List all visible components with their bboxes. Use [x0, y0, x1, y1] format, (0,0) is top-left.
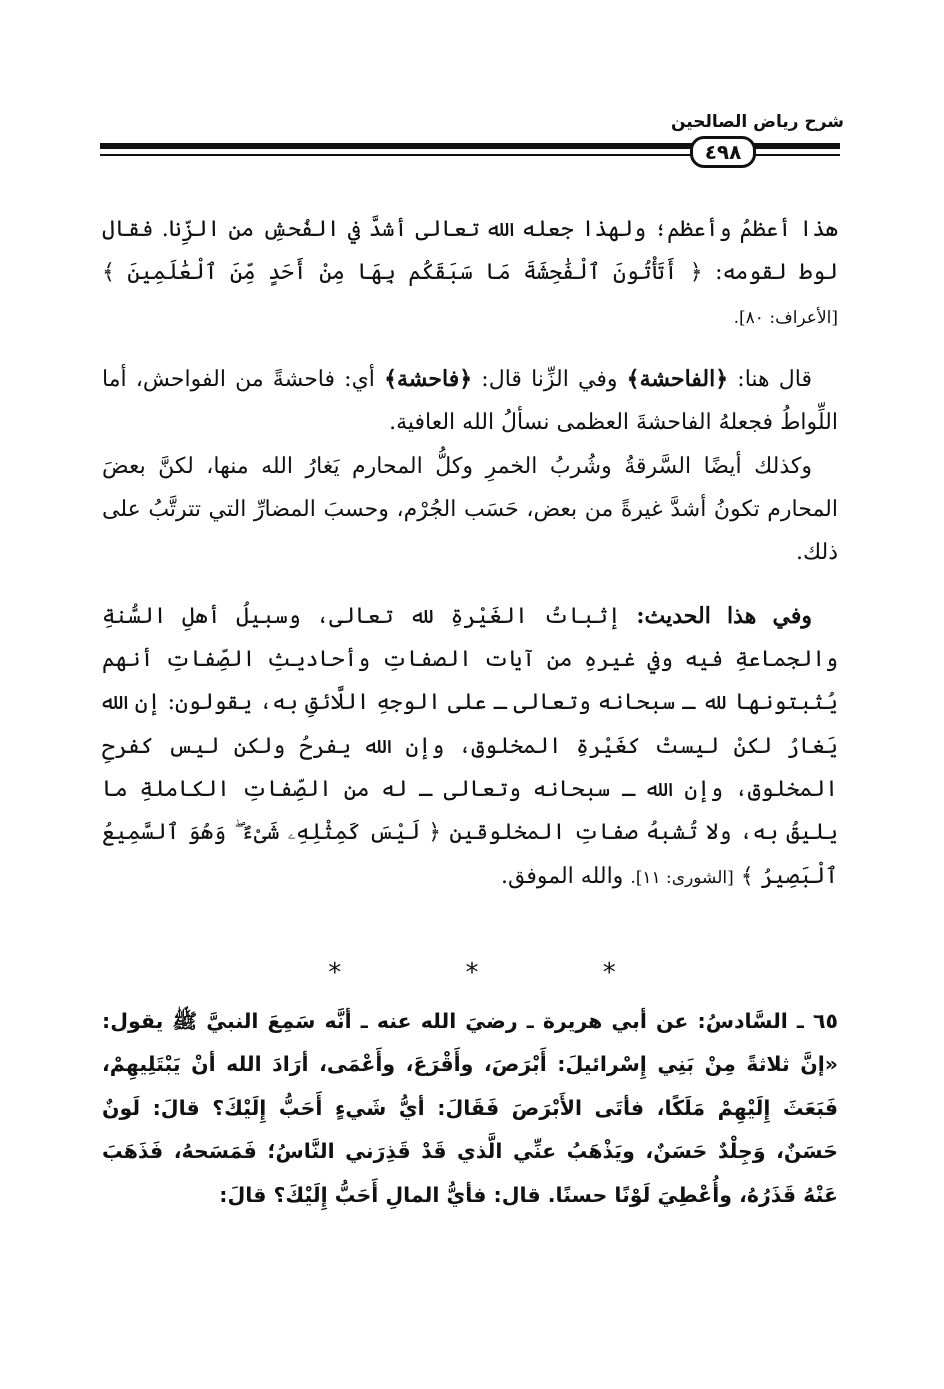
p2-word-fahisha-1: ﴿الفاحشة﴾ — [626, 365, 729, 392]
page-number-text: ٤٩٨ — [704, 140, 742, 164]
section-separator: * * * — [328, 958, 674, 988]
paragraph-4 — [102, 595, 838, 898]
quran-verse-1: ﴿ أَتَأْتُونَ ٱلْفَٰحِشَةَ مَا سَبَقَكُم بِهَا مِنْ أَحَدٍ مِّنَ ٱلْعَٰلَمِينَ ﴾ — [102, 260, 703, 286]
paragraph-1 — [102, 208, 838, 338]
hadith-text — [102, 1000, 838, 1217]
p2-pre: قال هنا: — [737, 366, 813, 392]
hadith-65: ٦٥ ـ السَّادسُ: عن أبي هريرة ـ رضيَ الله عنه ـ أنَّه سَمِعَ النبيَّ ﷺ يقول: «إنَّ ثلاثةً مِنْ بَنِي إِسْرائيلَ: أَبْرَصَ، وأَقْرَعَ، وأَعْمَى، أرَادَ الله أنْ يَبْتَلِيهِمْ، فَبَعَثَ إِلَيْهِمْ مَلَكًا، فأتَى الأَبْرَصَ فَقَالَ: أيُّ شَيءٍ أَحَبُّ إِلَيْكَ؟ قالَ: لَونٌ حَسَنٌ، وَجِلْدٌ حَسَنٌ، ويَذْهَبُ عنِّي الَّذي قَدْ قَذِرَني النَّاسُ؛ فَمَسَحهُ، فَذَهَبَ عَنْهُ قَذَرُهُ، وأُعْطِيَ لَوْنًا حسنًا. قال: فأيُّ المالِ أَحَبُّ إِلَيْكَ؟ قالَ: — [102, 1009, 838, 1207]
p2-rest: أي: فاحشةً من الفواحش، أما اللِّواطُ فجعلهُ الفاحشةَ العظمى نسألُ الله العافية. — [102, 366, 838, 436]
paragraph-2 — [102, 358, 838, 445]
paragraph-3: وكذلك أيضًا السَّرقةُ وشُربُ الخمرِ وكلُّ المحارم يَغارُ الله منها، لكنَّ بعضَ المحارم تكونُ أشدَّ غيرةً من بعض، حَسَب الجُرْم، وحسبَ المضارِّ التي تترتَّبُ على ذلك. — [102, 453, 838, 566]
quran-verse-2: ﴿ لَيْسَ كَمِثْلِهِۦ شَىْءٌ ۖ وَهُوَ ٱلسَّمِيعُ ٱلْبَصِيرُ ﴾ — [102, 820, 838, 889]
book-title: شرح رياض الصالحين — [670, 112, 844, 132]
main-text — [102, 208, 838, 898]
p2-word-fahisha-2: ﴿فاحشة﴾ — [384, 365, 473, 392]
p4-lead: وفي هذا الحديث: — [636, 602, 813, 629]
p4-rest: إثباتُ الغَيْرةِ لله تعالى، وسبيلُ أهلِ السُّنةِ والجماعةِ فيه وفي غيرهِ من آيات الصفاتِ وأحاديثِ الصِّفاتِ أنهم يُثبتونها لله ـ سبحانه وتعالى ـ على الوجهِ اللَّائقِ به، يقولون: إن الله يَغارُ لكنْ ليستْ كغَيْرةِ المخلوق، وإن الله يفرحُ ولكن ليس كفرحِ المخلوق، وإن الله ـ سبحانه وتعالى ـ له من الصِّفاتِ الكاملةِ ما يليقُ به، ولا تُشبهُ صفاتِ المخلوقين — [102, 603, 838, 846]
p1-line2-pre: فقال لوط لقومه: — [102, 217, 838, 286]
page-number — [690, 136, 756, 168]
quran-ref-1: [الأعراف: ٨٠]. — [733, 307, 838, 328]
quran-ref-2: [الشورى: ١١]. — [630, 867, 734, 888]
p1-line1: هذا أعظمُ وأعظم؛ ولهذا جعله الله تعالى أشدَّ في الفُحشِ من الزِّنا. — [161, 217, 839, 242]
p4-end: والله الموفق. — [501, 863, 624, 889]
p2-mid: وفي الزِّنا قال: — [481, 366, 618, 392]
